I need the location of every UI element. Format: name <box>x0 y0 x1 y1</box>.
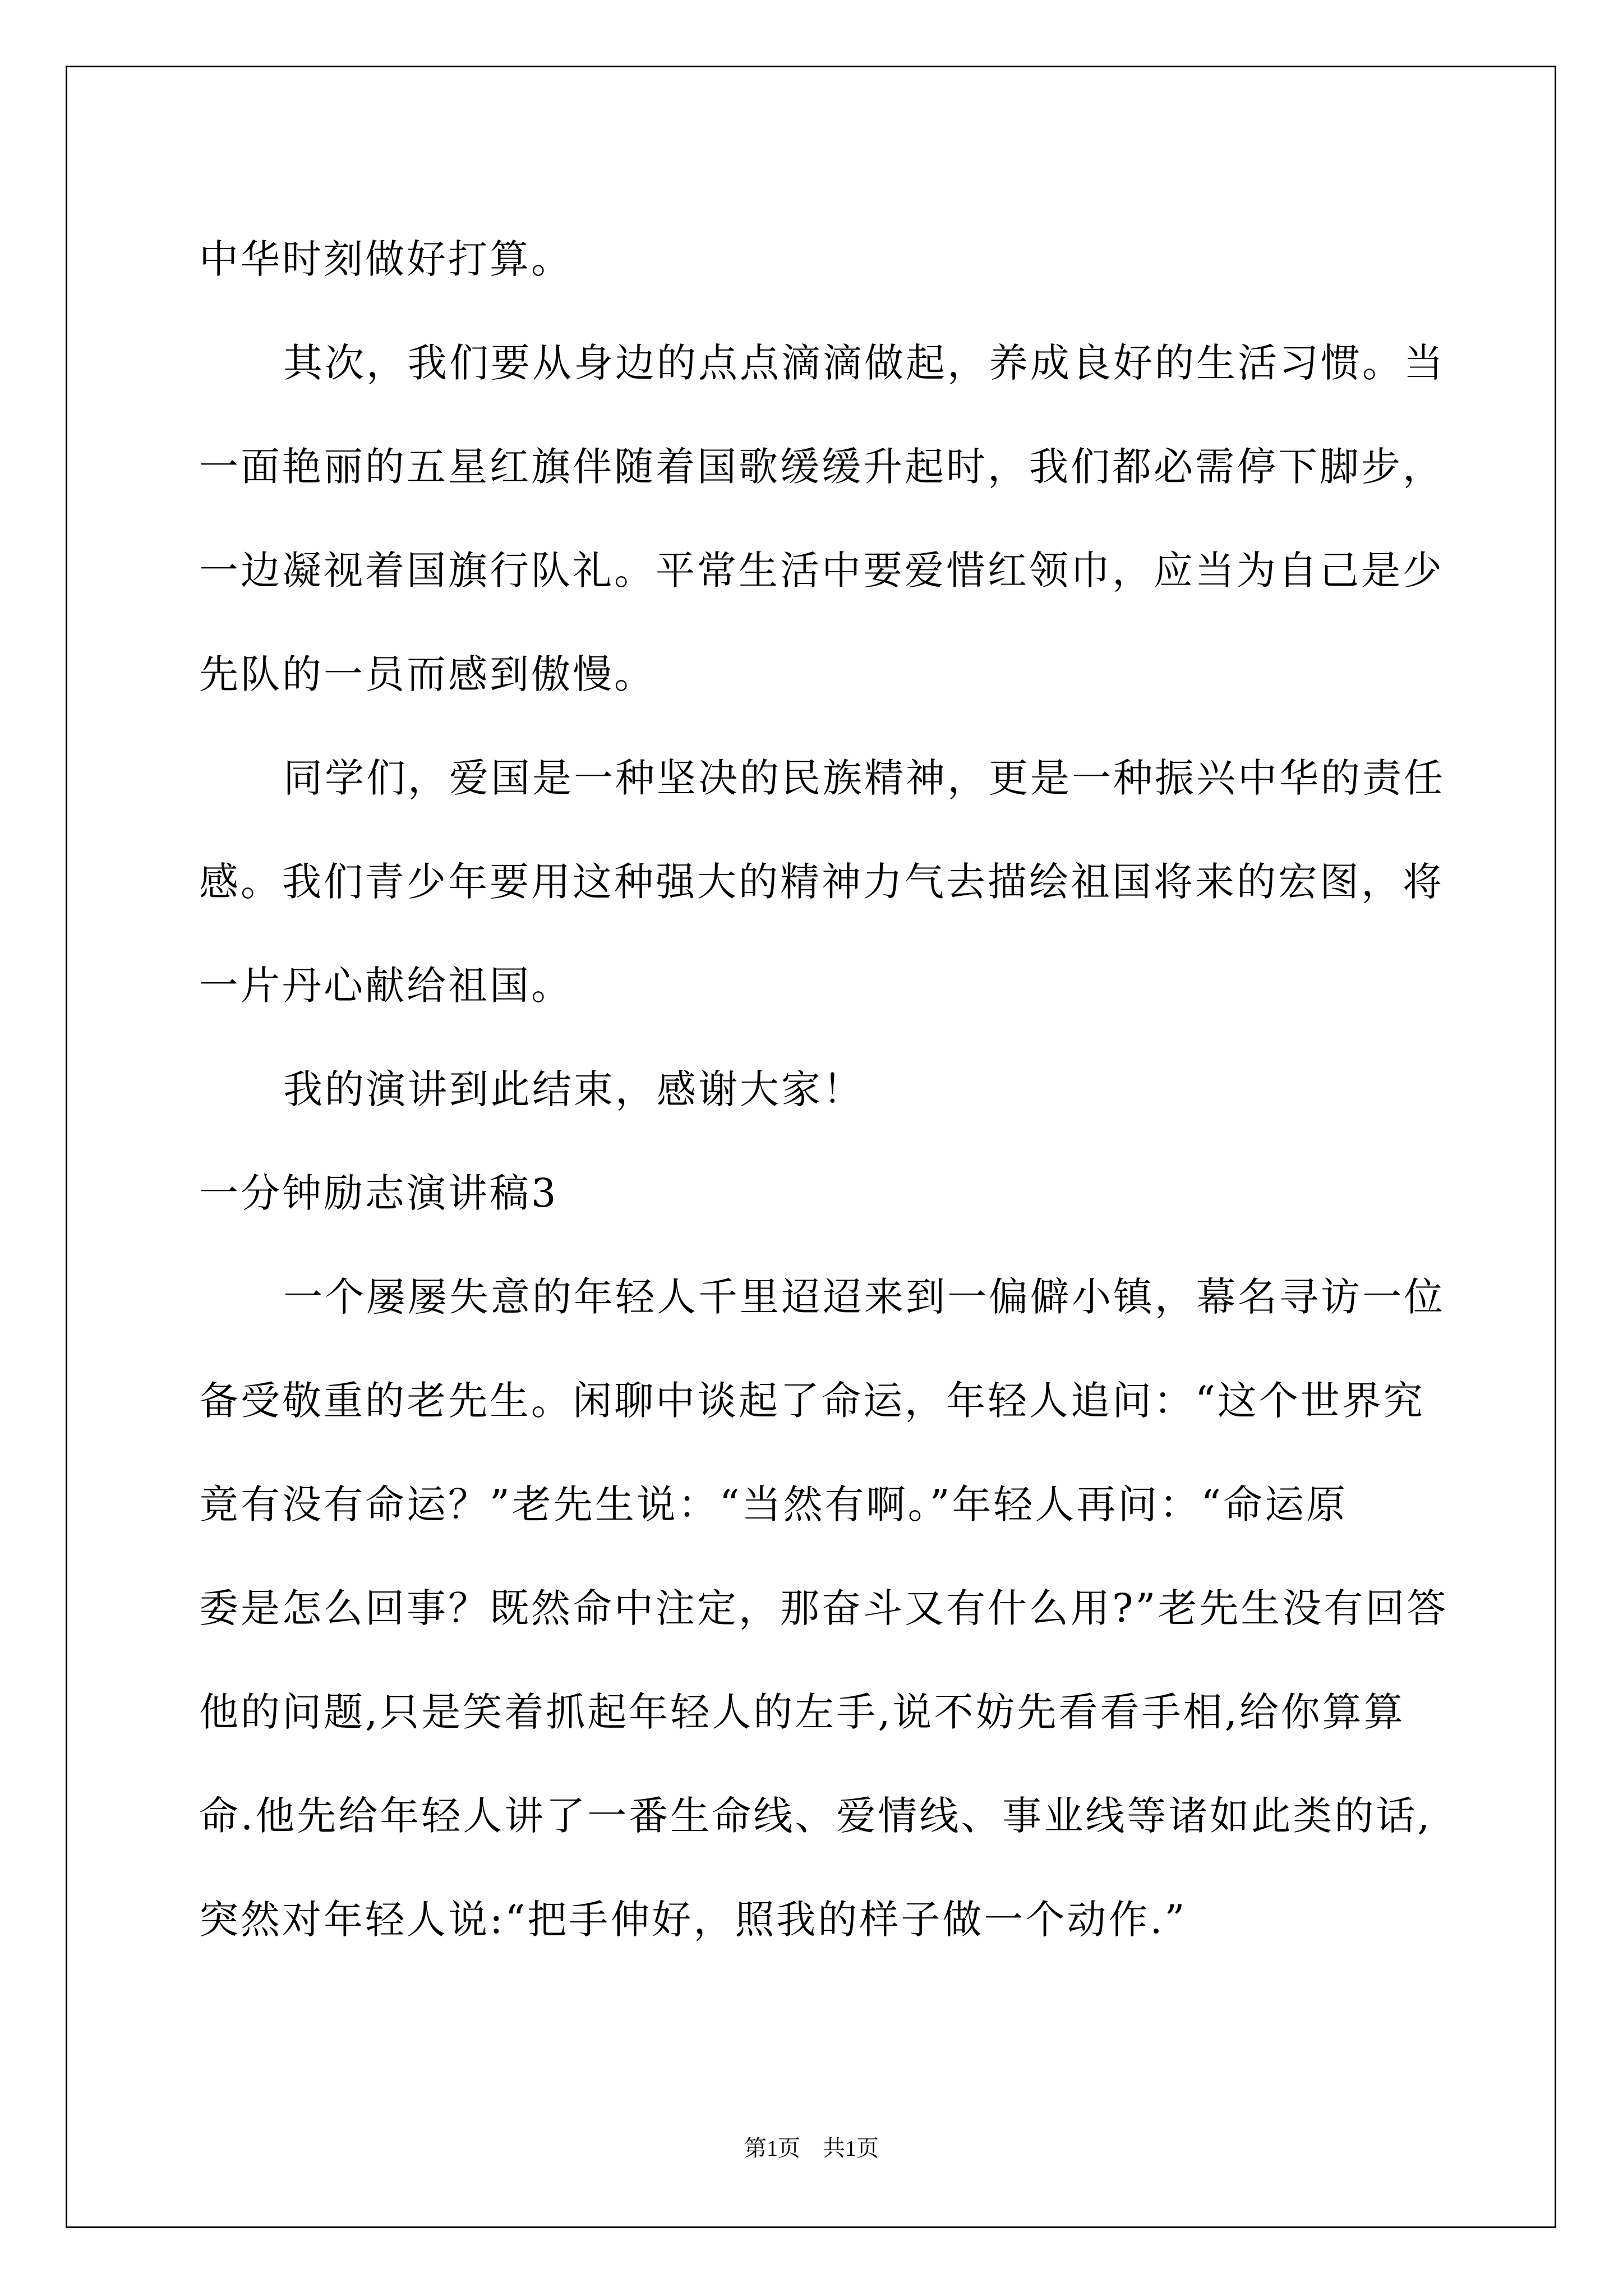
text-line: 一边凝视着国旗行队礼。平常生活中要爱惜红领巾，应当为自己是少 <box>199 547 1444 593</box>
text-line: 突然对年轻人说:“把手伸好，照我的样子做一个动作.” <box>199 1897 1187 1943</box>
paragraph-start: 其次，我们要从身边的点点滴滴做起，养成良好的生活习惯。当 <box>283 340 1445 386</box>
text-line: 备受敬重的老先生。闲聊中谈起了命运，年轻人追问：“这个世界究 <box>199 1378 1425 1424</box>
text-line: 先队的一员而感到傲慢。 <box>199 651 656 697</box>
text-line: 感。我们青少年要用这种强大的精神力气去描绘祖国将来的宏图，将 <box>199 859 1444 905</box>
paragraph-start: 我的演讲到此结束，感谢大家！ <box>283 1066 864 1112</box>
paragraph-start: 同学们，爱国是一种坚决的民族精神，更是一种振兴中华的责任 <box>283 755 1445 801</box>
text-line: 竟有没有命运？”老先生说：“当然有啊。”年轻人再问：“命运原 <box>199 1481 1348 1527</box>
page-footer: 第1页 共1页 <box>744 2136 879 2161</box>
text-line: 一片丹心献给祖国。 <box>199 963 573 1009</box>
section-heading: 一分钟励志演讲稿3 <box>199 1170 559 1216</box>
text-line: 命.他先给年轻人讲了一番生命线、爱情线、事业线等诸如此类的话, <box>199 1793 1432 1839</box>
paragraph-start: 一个屡屡失意的年轻人千里迢迢来到一偏僻小镇，幕名寻访一位 <box>283 1274 1445 1320</box>
text-line: 一面艳丽的五星红旗伴随着国歌缓缓升起时，我们都必需停下脚步， <box>199 444 1444 490</box>
text-line: 委是怎么回事？既然命中注定，那奋斗又有什么用?”老先生没有回答 <box>199 1585 1449 1631</box>
document-body <box>199 208 1449 1972</box>
text-line: 他的问题,只是笑着抓起年轻人的左手,说不妨先看看手相,给你算算 <box>199 1689 1405 1735</box>
text-line: 中华时刻做好打算。 <box>199 236 573 282</box>
